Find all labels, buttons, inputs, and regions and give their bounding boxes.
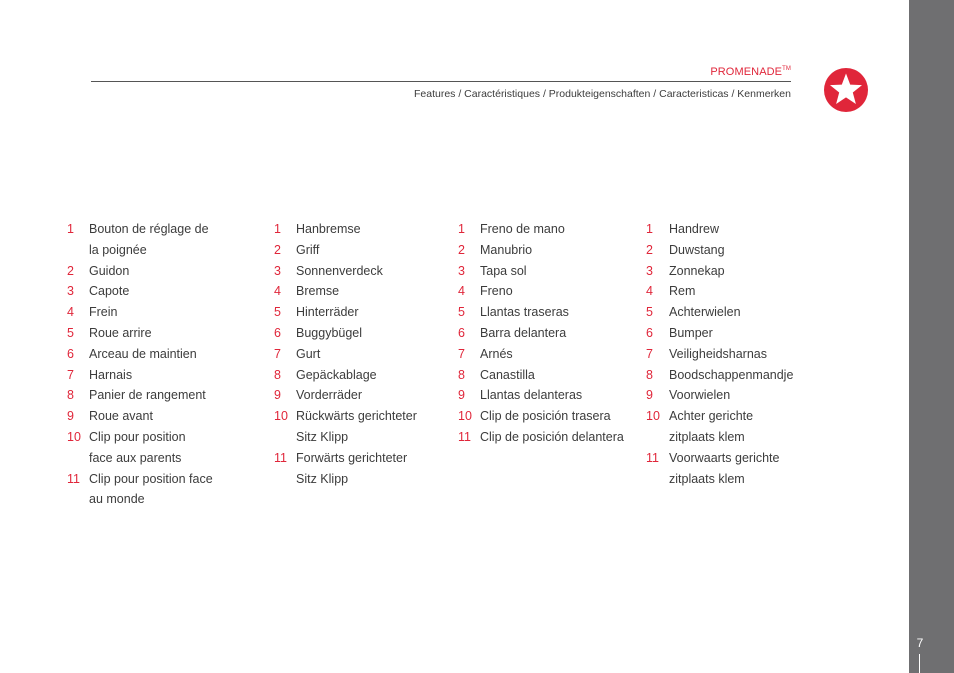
- item-label-line: Sitz Klipp: [296, 429, 349, 444]
- item-label: [480, 302, 569, 323]
- item-label: [669, 344, 767, 365]
- item-number: 4: [67, 305, 74, 320]
- feature-list-german: [274, 219, 417, 489]
- item-label: [669, 406, 753, 448]
- item-number: 4: [646, 284, 653, 299]
- item-label-line: face aux parents: [89, 450, 182, 465]
- feature-list-dutch: [646, 219, 793, 489]
- item-label: [669, 385, 730, 406]
- list-item: [646, 385, 793, 406]
- item-number: 8: [458, 367, 465, 382]
- item-label-line: Voorwielen: [669, 388, 731, 403]
- list-item: [458, 219, 624, 240]
- item-number: 7: [67, 367, 74, 382]
- item-label-line: Arnés: [480, 346, 513, 361]
- item-number: 7: [274, 346, 281, 361]
- item-label: [669, 219, 719, 240]
- item-label: [480, 406, 611, 427]
- list-item: [646, 302, 793, 323]
- item-label: [296, 240, 319, 261]
- item-number: 10: [67, 429, 81, 444]
- item-number: 2: [274, 242, 281, 257]
- list-item: [274, 448, 417, 490]
- product-title-text: PROMENADE: [710, 66, 783, 78]
- item-number: 6: [646, 325, 653, 340]
- item-number: 7: [458, 346, 465, 361]
- item-label: [89, 469, 213, 511]
- list-item: [458, 385, 624, 406]
- list-item: [458, 281, 624, 302]
- item-label-line: zitplaats klem: [669, 429, 745, 444]
- item-number: 1: [646, 222, 653, 236]
- item-number: 2: [458, 242, 465, 257]
- item-label-line: Clip de posición trasera: [480, 409, 611, 424]
- list-item: [274, 385, 417, 406]
- header-divider: [91, 81, 791, 82]
- feature-list-french: [67, 219, 213, 510]
- list-item: [646, 406, 793, 448]
- item-label-line: zitplaats klem: [669, 471, 745, 486]
- list-item: [458, 240, 624, 261]
- item-label-line: Griff: [296, 242, 320, 257]
- list-item: [274, 302, 417, 323]
- item-label: [296, 323, 362, 344]
- item-label: [296, 344, 320, 365]
- item-label: [89, 323, 152, 344]
- item-number: 8: [67, 388, 74, 403]
- item-label: [89, 427, 186, 469]
- item-label: [296, 406, 417, 448]
- trademark-mark: TM: [782, 66, 791, 72]
- list-item: [646, 448, 793, 490]
- page-subtitle: Features / Caractéristiques / Produkteigenschaften / Caracteristicas / Kenmerken: [413, 88, 791, 100]
- item-label-line: Clip pour position: [89, 429, 186, 444]
- item-label: [480, 365, 535, 386]
- star-icon: [823, 67, 869, 113]
- item-label-line: Hinterräder: [296, 305, 359, 320]
- list-item: [274, 219, 417, 240]
- item-label: [669, 448, 779, 490]
- item-label: [480, 427, 624, 448]
- item-number: 10: [274, 409, 288, 424]
- item-label-line: Achter gerichte: [669, 409, 754, 424]
- item-label-line: Llantas delanteras: [480, 388, 583, 403]
- list-item: [458, 406, 624, 427]
- item-label: [296, 385, 362, 406]
- item-label-line: Clip de posición delantera: [480, 429, 624, 444]
- item-number: 6: [67, 346, 74, 361]
- item-label-line: Rem: [669, 284, 696, 299]
- list-item: [458, 261, 624, 282]
- list-item: [458, 344, 624, 365]
- item-number: 9: [646, 388, 653, 403]
- item-label: [296, 219, 361, 240]
- item-label-line: Veiligheidsharnas: [669, 346, 767, 361]
- item-label-line: la poignée: [89, 242, 147, 257]
- item-number: 6: [274, 325, 281, 340]
- item-label: [89, 219, 209, 261]
- item-number: 3: [646, 263, 653, 278]
- item-label: [296, 448, 407, 490]
- list-item: [67, 323, 213, 344]
- item-label: [669, 365, 793, 386]
- item-label-line: Vorderräder: [296, 388, 363, 403]
- item-number: 8: [646, 367, 653, 382]
- item-label-line: Sitz Klipp: [296, 471, 349, 486]
- list-item: [646, 365, 793, 386]
- item-label-line: Panier de rangement: [89, 388, 206, 403]
- item-number: 10: [646, 409, 660, 424]
- item-label-line: Frein: [89, 305, 118, 320]
- item-number: 11: [67, 471, 80, 486]
- item-label: [669, 261, 725, 282]
- item-label-line: Llantas traseras: [480, 305, 569, 320]
- item-label: [89, 406, 153, 427]
- list-item: [67, 302, 213, 323]
- item-number: 4: [274, 284, 281, 299]
- item-number: 7: [646, 346, 653, 361]
- list-item: [274, 261, 417, 282]
- list-item: [67, 469, 213, 511]
- item-label-line: Zonnekap: [669, 263, 725, 278]
- item-label: [296, 281, 339, 302]
- item-label-line: Bouton de réglage de: [89, 222, 209, 236]
- list-item: [67, 281, 213, 302]
- item-label-line: Buggybügel: [296, 325, 363, 340]
- list-item: [67, 365, 213, 386]
- item-label-line: Canastilla: [480, 367, 535, 382]
- item-number: 5: [67, 325, 74, 340]
- list-item: [458, 365, 624, 386]
- item-label: [480, 344, 513, 365]
- item-number: 2: [646, 242, 653, 257]
- item-label: [89, 302, 117, 323]
- list-item: [274, 406, 417, 448]
- list-item: [67, 219, 213, 261]
- page-number-rule: [919, 654, 920, 673]
- item-number: 9: [67, 409, 74, 424]
- item-number: 1: [458, 222, 465, 236]
- item-label-line: Achterwielen: [669, 305, 741, 320]
- item-number: 9: [274, 388, 281, 403]
- item-number: 9: [458, 388, 465, 403]
- item-label-line: Boodschappenmandje: [669, 367, 794, 382]
- item-label-line: Manubrio: [480, 242, 533, 257]
- item-label-line: Guidon: [89, 263, 130, 278]
- item-number: 11: [646, 450, 659, 465]
- page-number: 7: [916, 636, 924, 650]
- item-label: [89, 385, 206, 406]
- list-item: [646, 281, 793, 302]
- side-tab-bar: [909, 0, 954, 673]
- list-item: [646, 261, 793, 282]
- list-item: [274, 344, 417, 365]
- list-item: [646, 219, 793, 240]
- list-item: [67, 427, 213, 469]
- list-item: [67, 406, 213, 427]
- item-label-line: Handrew: [669, 222, 720, 236]
- feature-list-spanish: [458, 219, 624, 448]
- list-item: [67, 261, 213, 282]
- item-number: 3: [274, 263, 281, 278]
- item-label: [669, 323, 713, 344]
- list-item: [458, 323, 624, 344]
- item-label: [480, 385, 582, 406]
- item-number: 11: [458, 429, 471, 444]
- item-label: [669, 240, 725, 261]
- item-number: 5: [274, 305, 281, 320]
- item-label: [480, 323, 566, 344]
- item-label: [296, 261, 383, 282]
- item-label-line: Hanbremse: [296, 222, 361, 236]
- item-label: [296, 365, 377, 386]
- list-item: [274, 323, 417, 344]
- item-label-line: Gepäckablage: [296, 367, 377, 382]
- item-label: [89, 344, 197, 365]
- item-label-line: Duwstang: [669, 242, 725, 257]
- item-label: [480, 240, 532, 261]
- item-label-line: Capote: [89, 284, 130, 299]
- item-number: 5: [458, 305, 465, 320]
- list-item: [646, 344, 793, 365]
- item-label-line: Gurt: [296, 346, 321, 361]
- list-item: [274, 240, 417, 261]
- list-item: [458, 427, 624, 448]
- item-number: 4: [458, 284, 465, 299]
- item-label-line: Sonnenverdeck: [296, 263, 383, 278]
- item-label-line: Clip pour position face: [89, 471, 213, 486]
- list-item: [646, 240, 793, 261]
- item-number: 1: [274, 222, 281, 236]
- item-label: [480, 219, 565, 240]
- list-item: [458, 302, 624, 323]
- item-number: 3: [458, 263, 465, 278]
- item-label-line: Freno: [480, 284, 513, 299]
- item-label: [89, 261, 129, 282]
- item-label-line: Forwärts gerichteter: [296, 450, 408, 465]
- item-label-line: Roue arrire: [89, 325, 152, 340]
- item-label: [89, 281, 129, 302]
- item-label-line: au monde: [89, 492, 145, 507]
- item-label-line: Voorwaarts gerichte: [669, 450, 780, 465]
- item-label-line: Tapa sol: [480, 263, 527, 278]
- item-number: 6: [458, 325, 465, 340]
- product-title: [710, 66, 791, 78]
- item-number: 2: [67, 263, 74, 278]
- item-label-line: Bremse: [296, 284, 340, 299]
- item-label: [669, 281, 695, 302]
- list-item: [67, 385, 213, 406]
- item-number: 3: [67, 284, 74, 299]
- item-number: 8: [274, 367, 281, 382]
- item-label: [296, 302, 359, 323]
- item-label-line: Bumper: [669, 325, 713, 340]
- list-item: [274, 365, 417, 386]
- item-label: [669, 302, 741, 323]
- item-label: [480, 261, 527, 282]
- item-label-line: Freno de mano: [480, 222, 565, 236]
- item-label: [480, 281, 513, 302]
- item-label-line: Harnais: [89, 367, 133, 382]
- item-number: 1: [67, 222, 74, 236]
- list-item: [274, 281, 417, 302]
- item-label: [89, 365, 132, 386]
- item-number: 11: [274, 450, 287, 465]
- list-item: [67, 344, 213, 365]
- item-number: 10: [458, 409, 472, 424]
- item-label-line: Barra delantera: [480, 325, 567, 340]
- item-number: 5: [646, 305, 653, 320]
- item-label-line: Arceau de maintien: [89, 346, 197, 361]
- list-item: [646, 323, 793, 344]
- item-label-line: Roue avant: [89, 409, 153, 424]
- item-label-line: Rückwärts gerichteter: [296, 409, 417, 424]
